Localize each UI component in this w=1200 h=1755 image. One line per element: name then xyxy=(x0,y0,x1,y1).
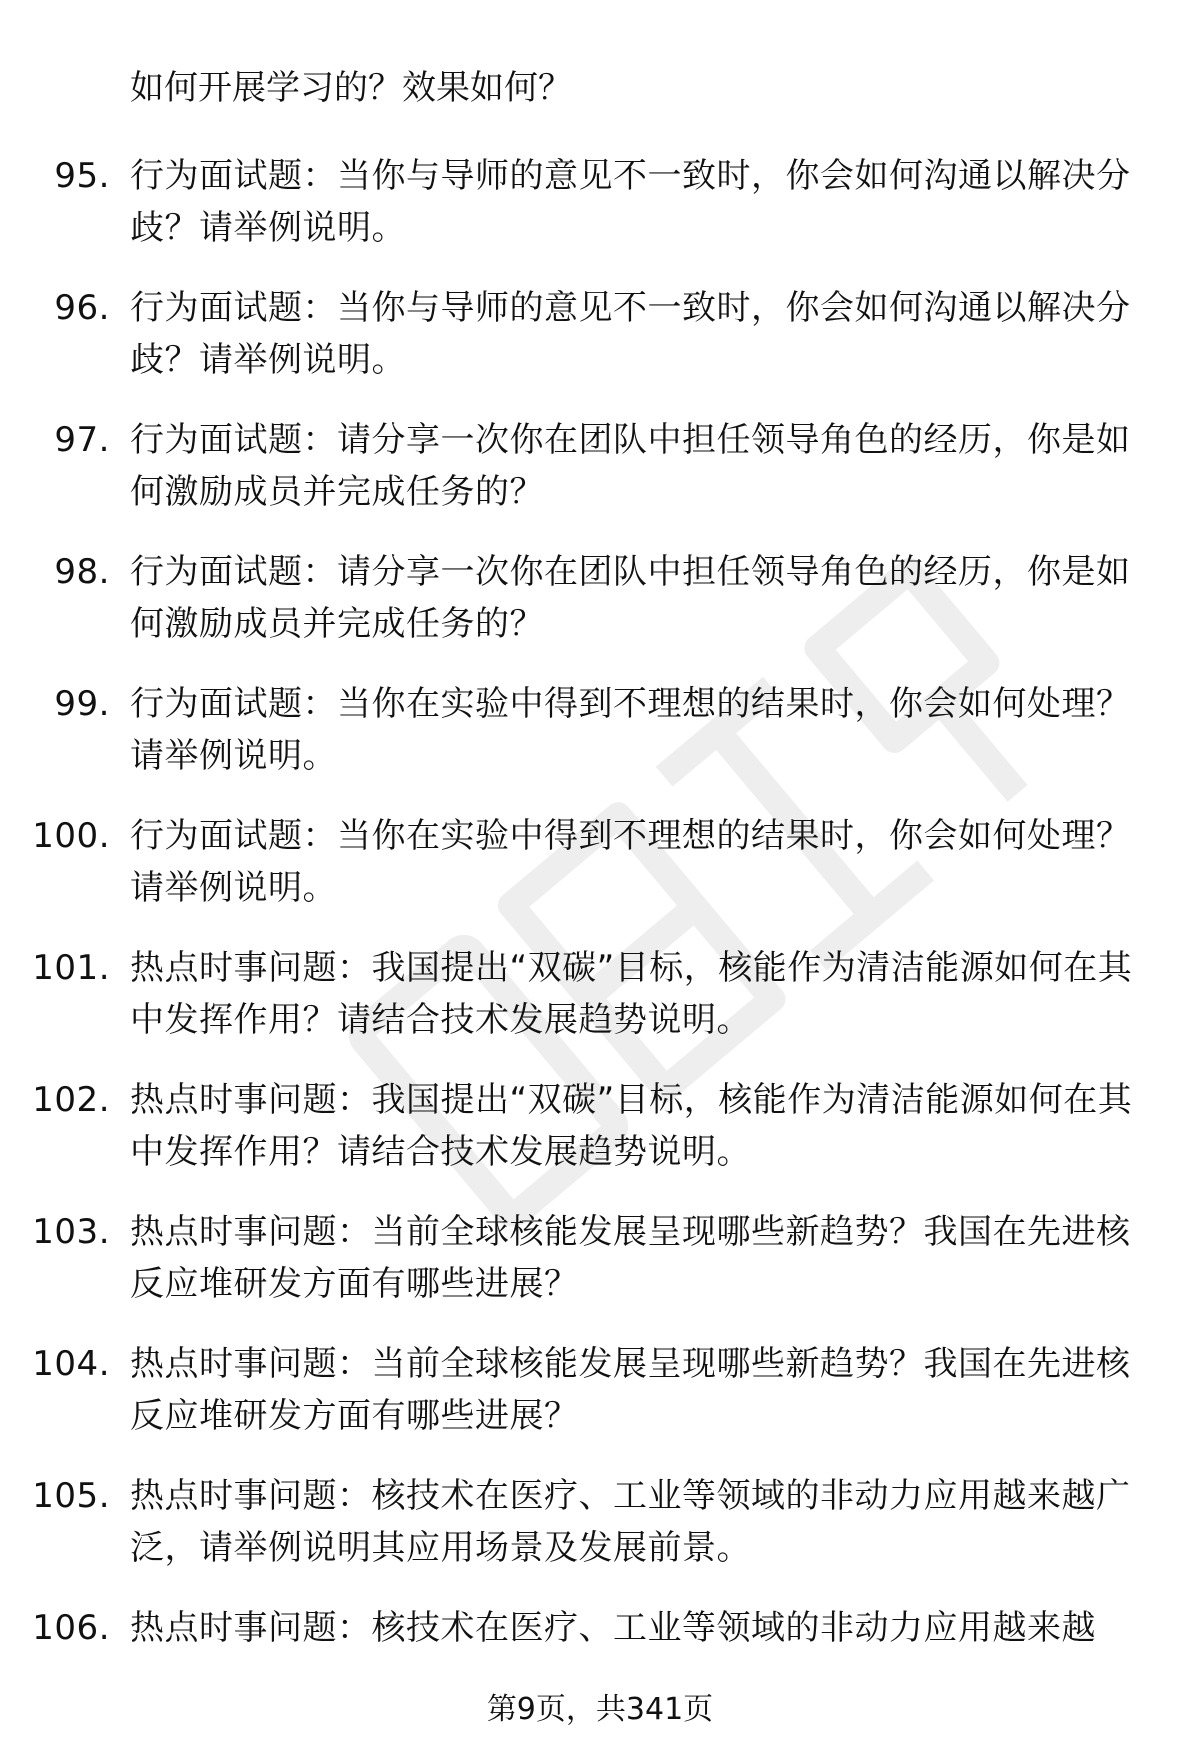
item-number: 101. xyxy=(32,948,110,988)
item-number: 99. xyxy=(54,684,110,724)
item-number: 100. xyxy=(32,816,110,856)
list-item xyxy=(0,546,1200,678)
item-text: 行为面试题：当你与导师的意见不一致时，你会如何沟通以解决分歧？请举例说明。 xyxy=(130,156,1131,248)
item-text: 行为面试题：请分享一次你在团队中担任领导角色的经历，你是如何激励成员并完成任务的？ xyxy=(130,552,1131,644)
item-text: 行为面试题：当你与导师的意见不一致时，你会如何沟通以解决分歧？请举例说明。 xyxy=(130,288,1131,380)
list-item xyxy=(0,282,1200,414)
item-text: 行为面试题：当你在实验中得到不理想的结果时，你会如何处理？请举例说明。 xyxy=(130,816,1131,908)
list-item xyxy=(0,414,1200,546)
item-text: 热点时事问题：核技术在医疗、工业等领域的非动力应用越来越广泛，请举例说明其应用场景及发展前景。 xyxy=(130,1476,1131,1568)
item-text: 行为面试题：请分享一次你在团队中担任领导角色的经历，你是如何激励成员并完成任务的？ xyxy=(130,420,1131,512)
item-number: 95. xyxy=(54,156,110,196)
item-text: 行为面试题：当你在实验中得到不理想的结果时，你会如何处理？请举例说明。 xyxy=(130,684,1131,776)
item-text: 热点时事问题：当前全球核能发展呈现哪些新趋势？我国在先进核反应堆研发方面有哪些进展？ xyxy=(130,1344,1131,1436)
item-number: 106. xyxy=(32,1608,110,1648)
list-item xyxy=(0,678,1200,810)
item-number: 103. xyxy=(32,1212,110,1252)
list-item xyxy=(0,1074,1200,1206)
item-number: 104. xyxy=(32,1344,110,1384)
page-footer: 第9页，共341页 xyxy=(486,1692,714,1727)
list-item xyxy=(0,810,1200,942)
list-item xyxy=(0,1206,1200,1338)
question-list xyxy=(0,150,1200,1734)
list-item xyxy=(0,150,1200,282)
item-number: 97. xyxy=(54,420,110,460)
list-item xyxy=(0,942,1200,1074)
item-text: 热点时事问题：当前全球核能发展呈现哪些新趋势？我国在先进核反应堆研发方面有哪些进展？ xyxy=(130,1212,1131,1304)
item-number: 105. xyxy=(32,1476,110,1516)
item-number: 102. xyxy=(32,1080,110,1120)
item-number: 98. xyxy=(54,552,110,592)
item-text: 热点时事问题：我国提出“双碳”目标，核能作为清洁能源如何在其中发挥作用？请结合技术发展趋势说明。 xyxy=(130,948,1133,1040)
list-item xyxy=(0,1338,1200,1470)
item-number: 96. xyxy=(54,288,110,328)
item-text: 热点时事问题：我国提出“双碳”目标，核能作为清洁能源如何在其中发挥作用？请结合技术发展趋势说明。 xyxy=(130,1080,1133,1172)
item-text: 热点时事问题：核技术在医疗、工业等领域的非动力应用越来越 xyxy=(130,1608,1096,1648)
continuation-text: 如何开展学习的？效果如何？ xyxy=(130,68,572,108)
list-item xyxy=(0,1470,1200,1602)
